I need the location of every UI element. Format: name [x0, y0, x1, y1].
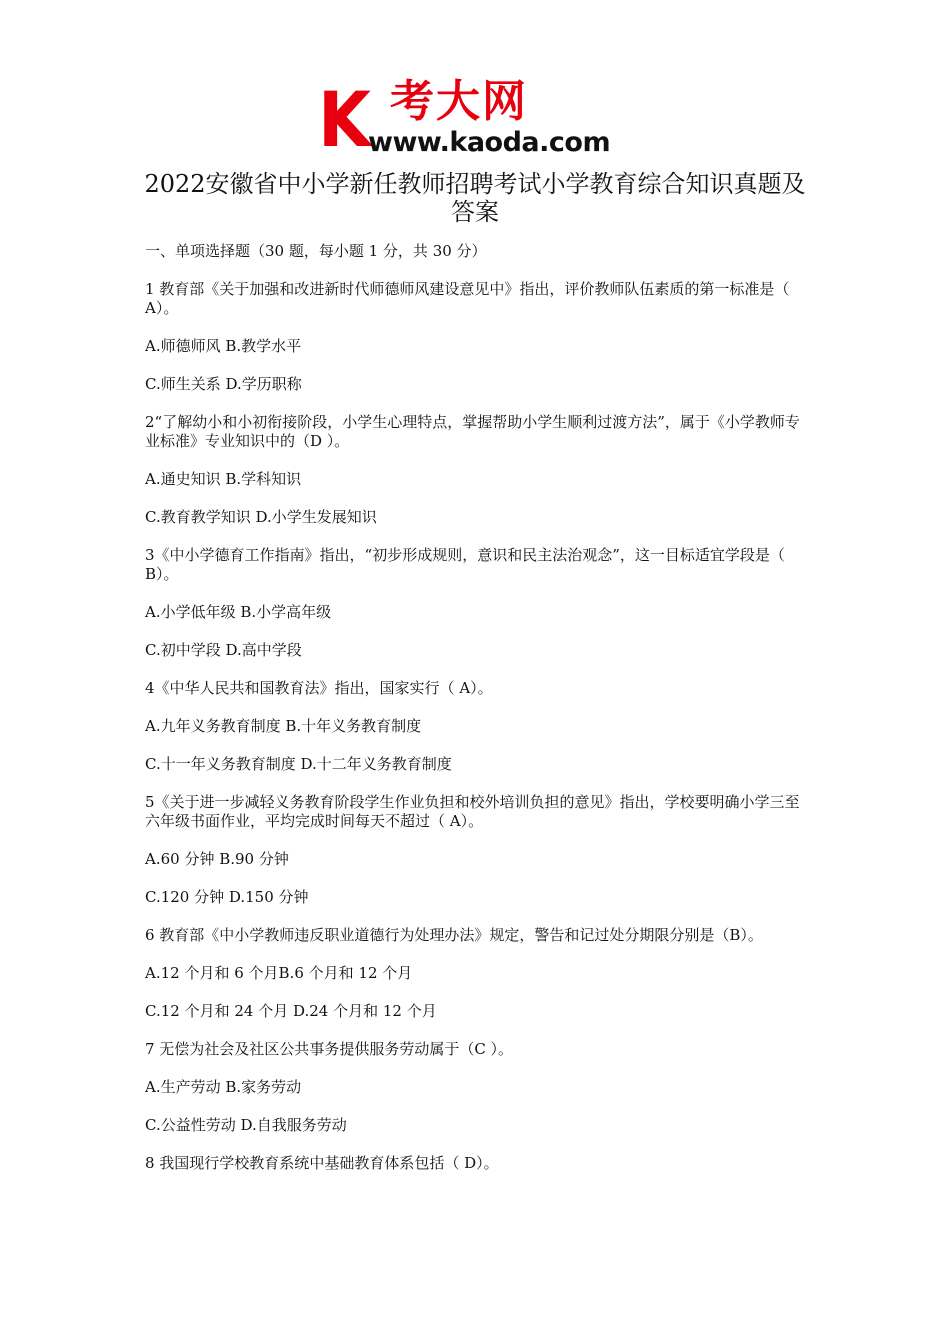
document-title: 2022安徽省中小学新任教师招聘考试小学教育综合知识真题及答案 [144, 170, 806, 226]
question-options: A.小学低年级 B.小学高年级 [145, 603, 332, 621]
question-stem: 2“了解幼小和小初衔接阶段，小学生心理特点，掌握帮助小学生顺利过渡方法”，属于《小学教师专业标准》专业知识中的（D ）。 [145, 413, 800, 450]
logo-k-mark: K [318, 75, 372, 164]
question-stem: 3《中小学德育工作指南》指出，“初步形成规则，意识和民主法治观念”，这一目标适宜学段是（ B）。 [145, 546, 790, 583]
question-stem: 6 教育部《中小学教师违反职业道德行为处理办法》规定，警告和记过处分期限分别是（B）。 [145, 926, 763, 944]
question-options: A.12 个月和 6 个月B.6 个月和 12 个月 [145, 964, 413, 982]
question-options: A.九年义务教育制度 B.十年义务教育制度 [145, 717, 422, 735]
question-options: C.初中学段 D.高中学段 [145, 641, 302, 659]
question-options: C.公益性劳动 D.自我服务劳动 [145, 1116, 347, 1134]
kaoda-logo [318, 75, 638, 164]
document-body [145, 242, 810, 1173]
question-options: C.师生关系 D.学历职称 [145, 375, 302, 393]
question-stem: 1 教育部《关于加强和改进新时代师德师风建设意见中》指出，评价教师队伍素质的第一标准是（ A）。 [145, 280, 795, 317]
question-options: C.12 个月和 24 个月 D.24 个月和 12 个月 [145, 1002, 437, 1020]
question-stem: 5《关于进一步减轻义务教育阶段学生作业负担和校外培训负担的意见》指出，学校要明确小学三至六年级书面作业，平均完成时间每天不超过（ A）。 [145, 793, 800, 830]
question-stem: 7 无偿为社会及社区公共事务提供服务劳动属于（C ）。 [145, 1040, 514, 1058]
question-options: C.120 分钟 D.150 分钟 [145, 888, 309, 906]
question-options: A.师德师风 B.教学水平 [145, 337, 302, 355]
question-stem: 8 我国现行学校教育系统中基础教育体系包括（ D）。 [145, 1154, 499, 1172]
question-options: A.生产劳动 B.家务劳动 [145, 1078, 302, 1096]
section-heading: 一、单项选择题（30 题，每小题 1 分，共 30 分） [145, 242, 487, 260]
question-stem: 4《中华人民共和国教育法》指出，国家实行（ A）。 [145, 679, 493, 697]
question-options: C.教育教学知识 D.小学生发展知识 [145, 508, 377, 526]
question-options: A.通史知识 B.学科知识 [145, 470, 302, 488]
question-options: A.60 分钟 B.90 分钟 [145, 850, 289, 868]
question-options: C.十一年义务教育制度 D.十二年义务教育制度 [145, 755, 452, 773]
logo-url: www.kaoda.com [368, 127, 611, 158]
logo-brand-name: 考大网 [390, 76, 528, 127]
